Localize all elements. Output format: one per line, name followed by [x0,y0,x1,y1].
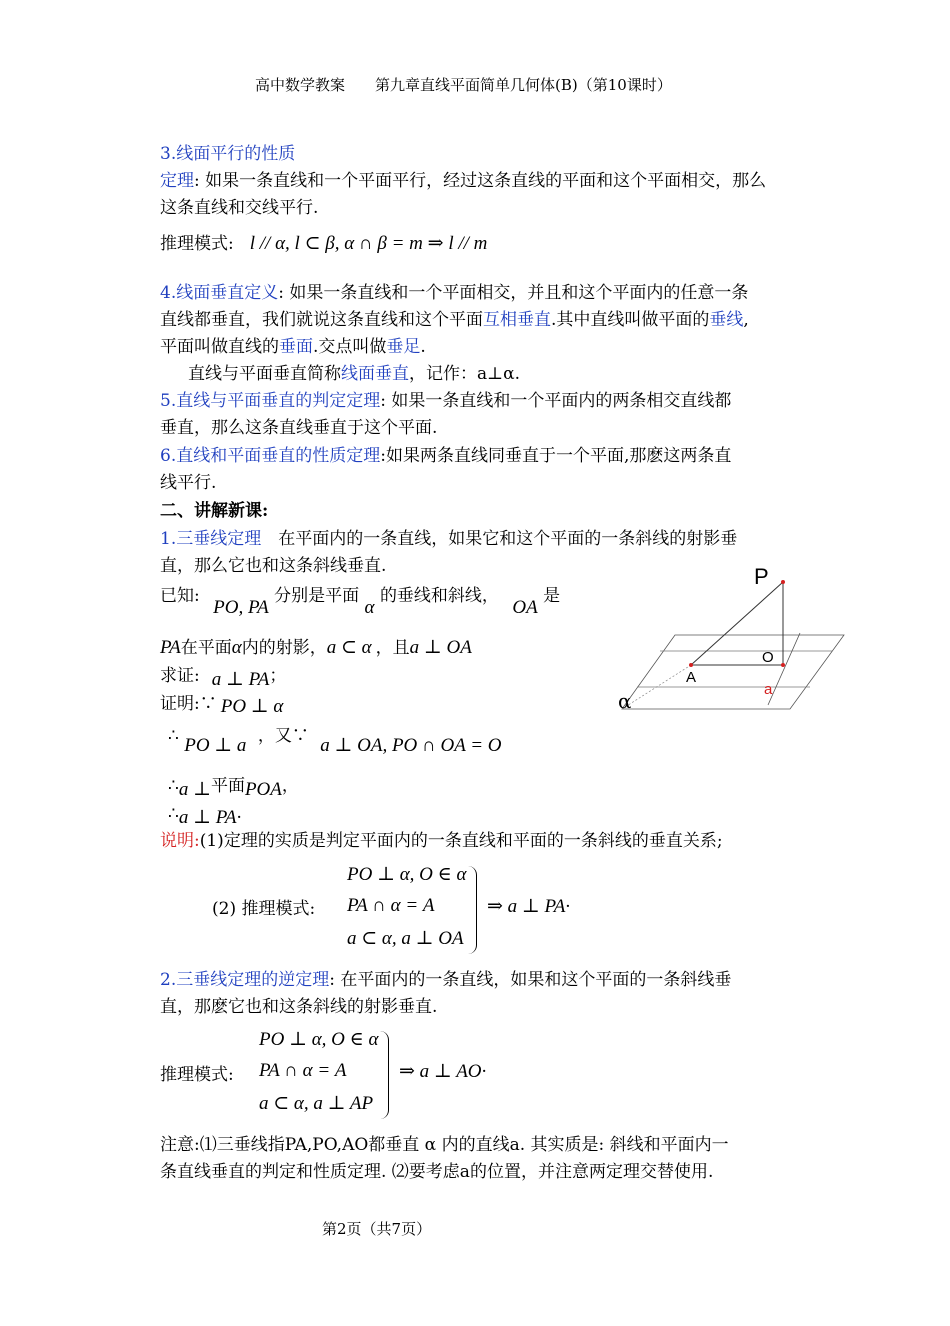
section-3-theorem-2: 这条直线和交线平行. [160,198,319,218]
given2-text-1: 在平面 [180,638,232,658]
note-label: 说明: [160,831,200,851]
given2-math-pa: PA [160,637,181,658]
given2-text-3: ，且 [375,638,410,658]
given2-math-alpha: α [231,637,242,658]
section-6-line-1 [160,443,731,470]
line-a [768,633,800,705]
given2-math-perp: a ⊥ OA [409,637,472,658]
term-foot: 垂足 [386,337,421,357]
section-4-line-2 [160,307,749,334]
label-o: O [762,649,774,666]
proof-math-6: a ⊥ PA· [178,807,242,828]
proof-math-2: PO ⊥ a [184,735,247,756]
term-perpendicular-plane: 垂面 [279,337,313,357]
page-footer: 第2页（共7页） [322,1220,432,1238]
inference-1-label: (2) 推理模式: [212,899,316,919]
prove-math: a ⊥ PA [211,669,270,690]
prove-line [160,662,286,690]
term-mutually-perpendicular: 互相垂直 [483,310,551,330]
inference-2-cond-2: PA ∩ α = A [259,1060,347,1081]
prove-label: 求证: [160,666,200,686]
given-math-oa: OA [512,597,538,618]
inference-2-conclusion: ⇒ a ⊥ AO· [399,1061,487,1082]
proof-math-4: a ⊥ [178,779,211,800]
section-6-text-1: :如果两条直线同垂直于一个平面,那麽这两条直 [380,446,732,466]
inference-1-brace [468,866,477,954]
section-4-line-4 [188,361,520,388]
theorem-1-title: 1.三垂线定理 [160,529,262,549]
theorem-2-title: 2.三垂线定理的逆定理 [160,970,330,990]
section-5-line-2: 垂直，那么这条直线垂直于这个平面. [160,418,438,438]
theorem-1-line-1 [160,526,737,553]
plane-alpha [622,635,844,709]
proof-line-4 [168,800,241,828]
section-5-text-1: : 如果一条直线和一个平面内的两条相交直线都 [380,391,732,411]
section-4-text-2a: 直线都垂直，我们就说这条直线和这个平面 [160,310,483,330]
section-4-text-3e: . [420,337,426,357]
section-3-theorem [160,168,766,195]
given2-text-2: 内的射影， [241,638,327,658]
section-4-text-3a: 平面叫做直线的 [160,337,279,357]
section-4-text-2c: .其中直线叫做平面的 [551,310,710,330]
proof-math-1: PO ⊥ α [220,696,284,717]
section-3-mode [160,230,487,258]
point-p [781,580,785,584]
therefore-symbol-3: ∴ [168,804,179,824]
theorem-2-line-1 [160,967,731,994]
proof-text-2: ，又∵ [257,726,309,746]
label-alpha: α [618,689,632,713]
notice-line-2: 条直线垂直的判定和性质定理. ⑵要考虑a的位置，并注意两定理交替使用. [160,1162,714,1182]
section-4-text-4a: 直线与平面垂直简称 [188,364,341,384]
given-math-alpha: α [364,597,375,618]
given-text-1: 分别是平面 [274,586,360,606]
term-perpendicular-line: 垂线 [709,310,744,330]
theorem-2-line-2: 直，那麽它也和这条斜线的射影垂直. [160,997,438,1017]
inference-1-conclusion: ⇒ a ⊥ PA· [487,896,571,917]
theorem-label: 定理 [160,171,194,191]
section-4-text-2e: , [743,310,749,330]
part-2-heading: 二、讲解新课: [160,501,269,521]
inference-1-cond-3: a ⊂ α, a ⊥ OA [347,928,464,949]
proof-line-3 [168,772,299,800]
section-5-title: 5.直线与平面垂直的判定定理 [160,391,381,411]
section-4-line-1 [160,280,748,307]
section-4-text-3c: .交点叫做 [313,337,387,357]
note-line [160,828,723,855]
given-text-2: 的垂线和斜线， [379,586,499,606]
note-text: (1)定理的实质是判定平面内的一条直线和平面的一条斜线的垂直关系; [199,831,723,851]
term-line-plane-perpendicular: 线面垂直 [341,364,409,384]
therefore-symbol-1: ∴ [168,726,179,746]
inference-2-cond-3: a ⊂ α, a ⊥ AP [259,1093,374,1114]
given-text-3: 是 [543,586,561,606]
section-4-line-3 [160,334,426,361]
label-p: P [754,564,769,589]
mode-formula: l // α, l ⊂ β, α ∩ β = m ⇒ l // m [249,233,488,254]
three-perpendiculars-figure [600,555,860,725]
proof-text-3: 平面 [210,776,245,796]
inference-1-cond-2: PA ∩ α = A [347,895,435,916]
inference-2-brace [380,1031,389,1119]
section-4-text-1: : 如果一条直线和一个平面相交，并且和这个平面内的任意一条 [278,283,749,303]
proof-math-5: POA [244,779,282,800]
given-line-1 [160,582,561,618]
section-3-title: 3.线面平行的性质 [160,144,296,164]
theorem-1-text-1: 在平面内的一条直线，如果它和这个平面的一条斜线的射影垂 [261,529,738,549]
given-line-2 [160,634,472,662]
inference-2-cond-1: PO ⊥ α, O ∈ α [259,1029,379,1050]
label-a-line: a [764,681,773,698]
mode-label: 推理模式: [160,234,234,254]
given-math-po-pa: PO, PA [213,597,269,618]
point-o [781,663,785,667]
proof-text-4: ， [281,776,299,796]
proof-math-3: a ⊥ OA, PO ∩ OA = O [320,735,502,756]
theorem-text-1: : 如果一条直线和一个平面平行，经过这条直线的平面和这个平面相交，那么 [194,171,767,191]
therefore-symbol-2: ∴ [168,776,179,796]
given-label: 已知: [160,586,200,606]
section-6-line-2: 线平行. [160,473,217,493]
proof-line-2 [168,722,502,756]
label-a-point: A [686,669,697,686]
page-header: 高中数学教案 第九章直线平面简单几何体(B)（第10课时） [255,76,672,94]
given2-math-subset: a ⊂ α [326,637,372,658]
notice-line-1: 注意:⑴三垂线指PA,PO,AO都垂直 α 内的直线a. 其实质是: 斜线和平面内一 [160,1135,729,1155]
section-4-title: 4.线面垂直定义 [160,283,279,303]
section-6-title: 6.直线和平面垂直的性质定理 [160,446,381,466]
proof-line-1 [160,690,283,718]
theorem-2-text-1: : 在平面内的一条直线，如果和这个平面的一条斜线垂 [329,970,732,990]
point-a [689,663,693,667]
section-5-line-1 [160,388,731,415]
proof-label: 证明:∵ [160,694,217,714]
inference-1-cond-1: PO ⊥ α, O ∈ α [347,864,467,885]
theorem-1-line-2: 直，那么它也和这条斜线垂直. [160,556,387,576]
inference-2-label: 推理模式: [160,1065,234,1085]
section-4-text-4c: ，记作：a⊥α. [409,364,521,384]
prove-text: ； [269,666,287,686]
